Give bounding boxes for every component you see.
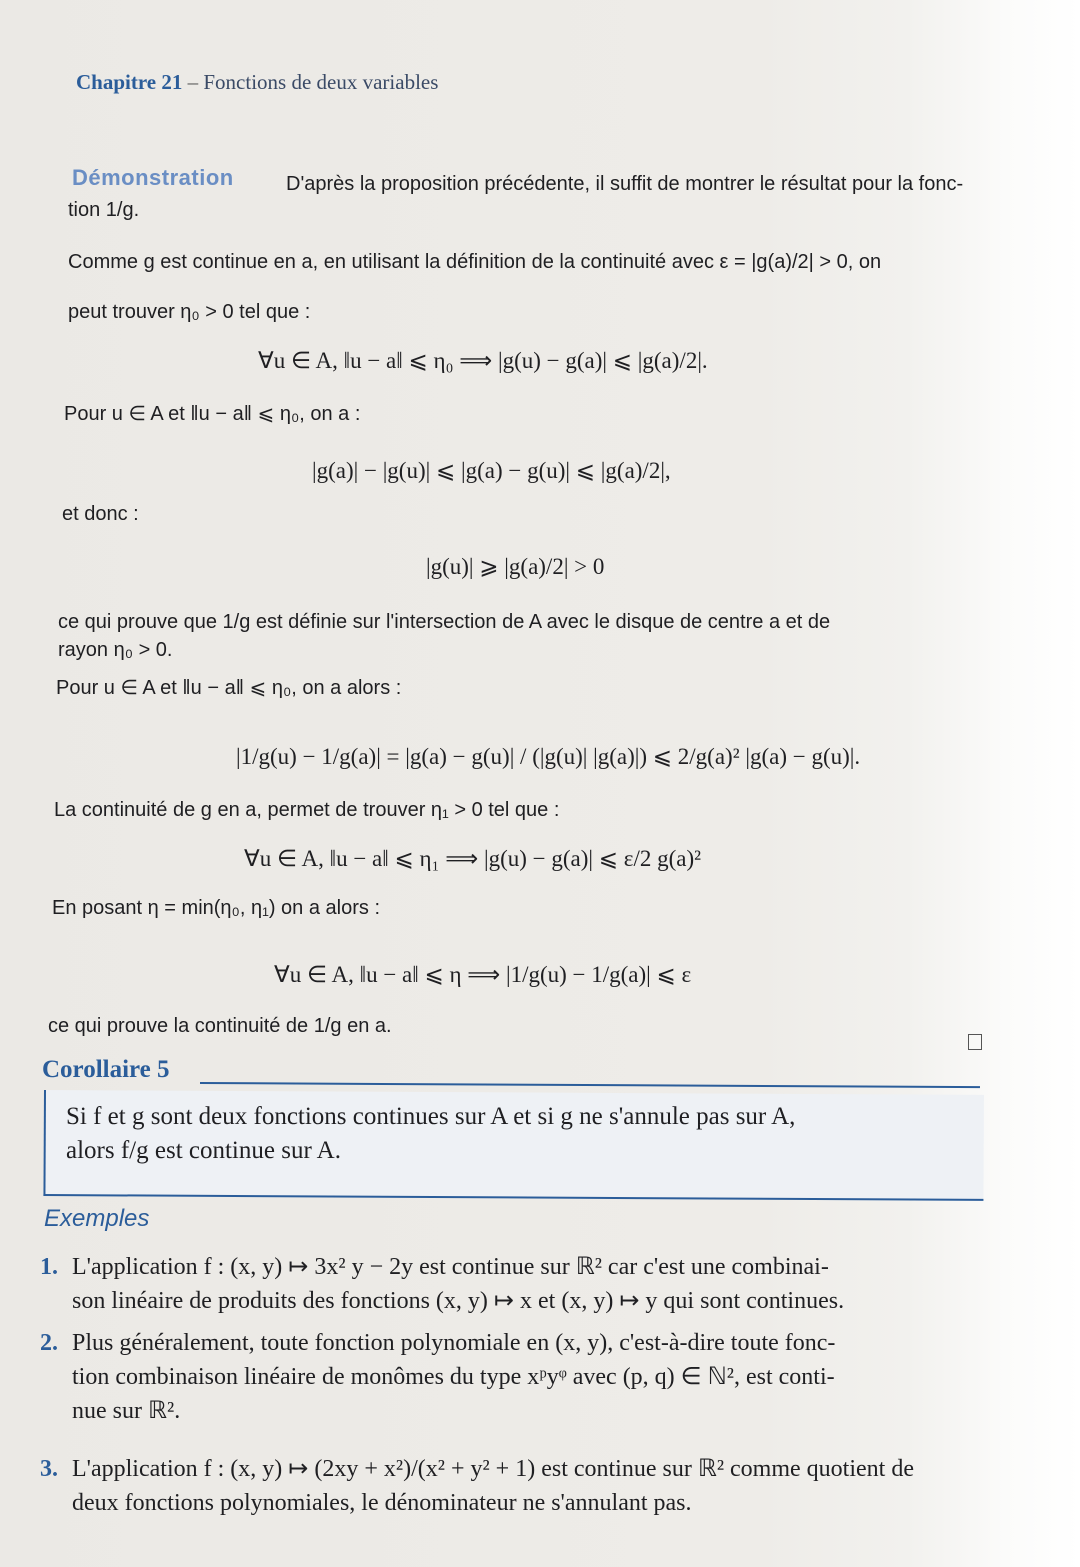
example-number: 3. (40, 1456, 58, 1482)
demo-paragraph-3: Pour u ∈ A et ‖u − a‖ ⩽ η₀, on a : (64, 403, 361, 425)
example-item-3 (40, 1452, 1000, 1520)
example-line: nue sur ℝ². (72, 1398, 181, 1424)
examples-title: Exemples (44, 1205, 150, 1232)
equation-4: |1/g(u) − 1/g(a)| = |g(a) − g(u)| / (|g(u)| |g(a)|) ⩽ 2/g(a)² |g(a) − g(u)|. (236, 744, 861, 769)
demo-paragraph-4: et donc : (62, 503, 139, 525)
example-item-1 (40, 1250, 1000, 1318)
running-header (76, 70, 438, 95)
equation-3: |g(u)| ⩾ |g(a)/2| > 0 (426, 554, 605, 579)
example-item-2 (40, 1326, 1000, 1428)
equation-1: ∀u ∈ A, ‖u − a‖ ⩽ η₀ ⟹ |g(u) − g(a)| ⩽ |g(a)/2|. (258, 348, 708, 373)
corollary-line-1: Si f et g sont deux fonctions continues sur A et si g ne s'annule pas sur A, (66, 1103, 796, 1130)
demo-paragraph-5: ce qui prouve que 1/g est définie sur l'intersection de A avec le disque de centre a et de (58, 611, 831, 633)
demo-paragraph-2: Comme g est continue en a, en utilisant la définition de la continuité avec ε = |g(a)/2| > 0, on (68, 251, 882, 273)
demo-paragraph-2b: peut trouver η₀ > 0 tel que : (68, 301, 311, 323)
demo-paragraph-5b: rayon η₀ > 0. (58, 639, 173, 661)
example-number: 2. (40, 1330, 58, 1356)
demo-paragraph-6: Pour u ∈ A et ‖u − a‖ ⩽ η₀, on a alors : (56, 677, 402, 699)
equation-2: |g(a)| − |g(u)| ⩽ |g(a) − g(u)| ⩽ |g(a)/2|, (312, 458, 671, 483)
demo-paragraph-8: En posant η = min(η₀, η₁) on a alors : (52, 897, 380, 919)
example-line: L'application f : (x, y) ↦ (2xy + x²)/(x² + y² + 1) est continue sur ℝ² comme quotient de (72, 1456, 914, 1482)
equation-5: ∀u ∈ A, ‖u − a‖ ⩽ η₁ ⟹ |g(u) − g(a)| ⩽ ε/2 g(a)² (244, 846, 702, 871)
demo-paragraph-9: ce qui prouve la continuité de 1/g en a. (48, 1015, 392, 1037)
corollary-rule (200, 1082, 980, 1088)
equation-6: ∀u ∈ A, ‖u − a‖ ⩽ η ⟹ |1/g(u) − 1/g(a)| ⩽ ε (274, 962, 692, 987)
chapter-title: Fonctions de deux variables (203, 70, 439, 94)
example-line: tion combinaison linéaire de monômes du type xᵖyᵠ avec (p, q) ∈ ℕ², est conti- (72, 1364, 835, 1390)
demonstration-label: Démonstration (72, 165, 234, 190)
example-line: L'application f : (x, y) ↦ 3x² y − 2y est continue sur ℝ² car c'est une combinai- (72, 1254, 829, 1280)
qed-square-icon (968, 1034, 982, 1050)
chapter-number: Chapitre 21 (76, 70, 183, 94)
corollary-line-2: alors f/g est continue sur A. (66, 1137, 341, 1164)
demo-paragraph-7: La continuité de g en a, permet de trouver η₁ > 0 tel que : (54, 799, 560, 821)
example-line: Plus généralement, toute fonction polynomiale en (x, y), c'est-à-dire toute fonc- (72, 1330, 836, 1356)
demo-paragraph-1b: tion 1/g. (68, 199, 140, 221)
corollary-title: Corollaire 5 (42, 1056, 170, 1083)
demo-paragraph-1: D'après la proposition précédente, il suffit de montrer le résultat pour la fonc- (286, 173, 964, 195)
example-line: deux fonctions polynomiales, le dénominateur ne s'annulant pas. (72, 1490, 692, 1516)
header-dash: – (182, 70, 204, 94)
example-number: 1. (40, 1254, 58, 1280)
example-line: son linéaire de produits des fonctions (x, y) ↦ x et (x, y) ↦ y qui sont continues. (72, 1288, 845, 1314)
corollary-statement (66, 1100, 966, 1168)
